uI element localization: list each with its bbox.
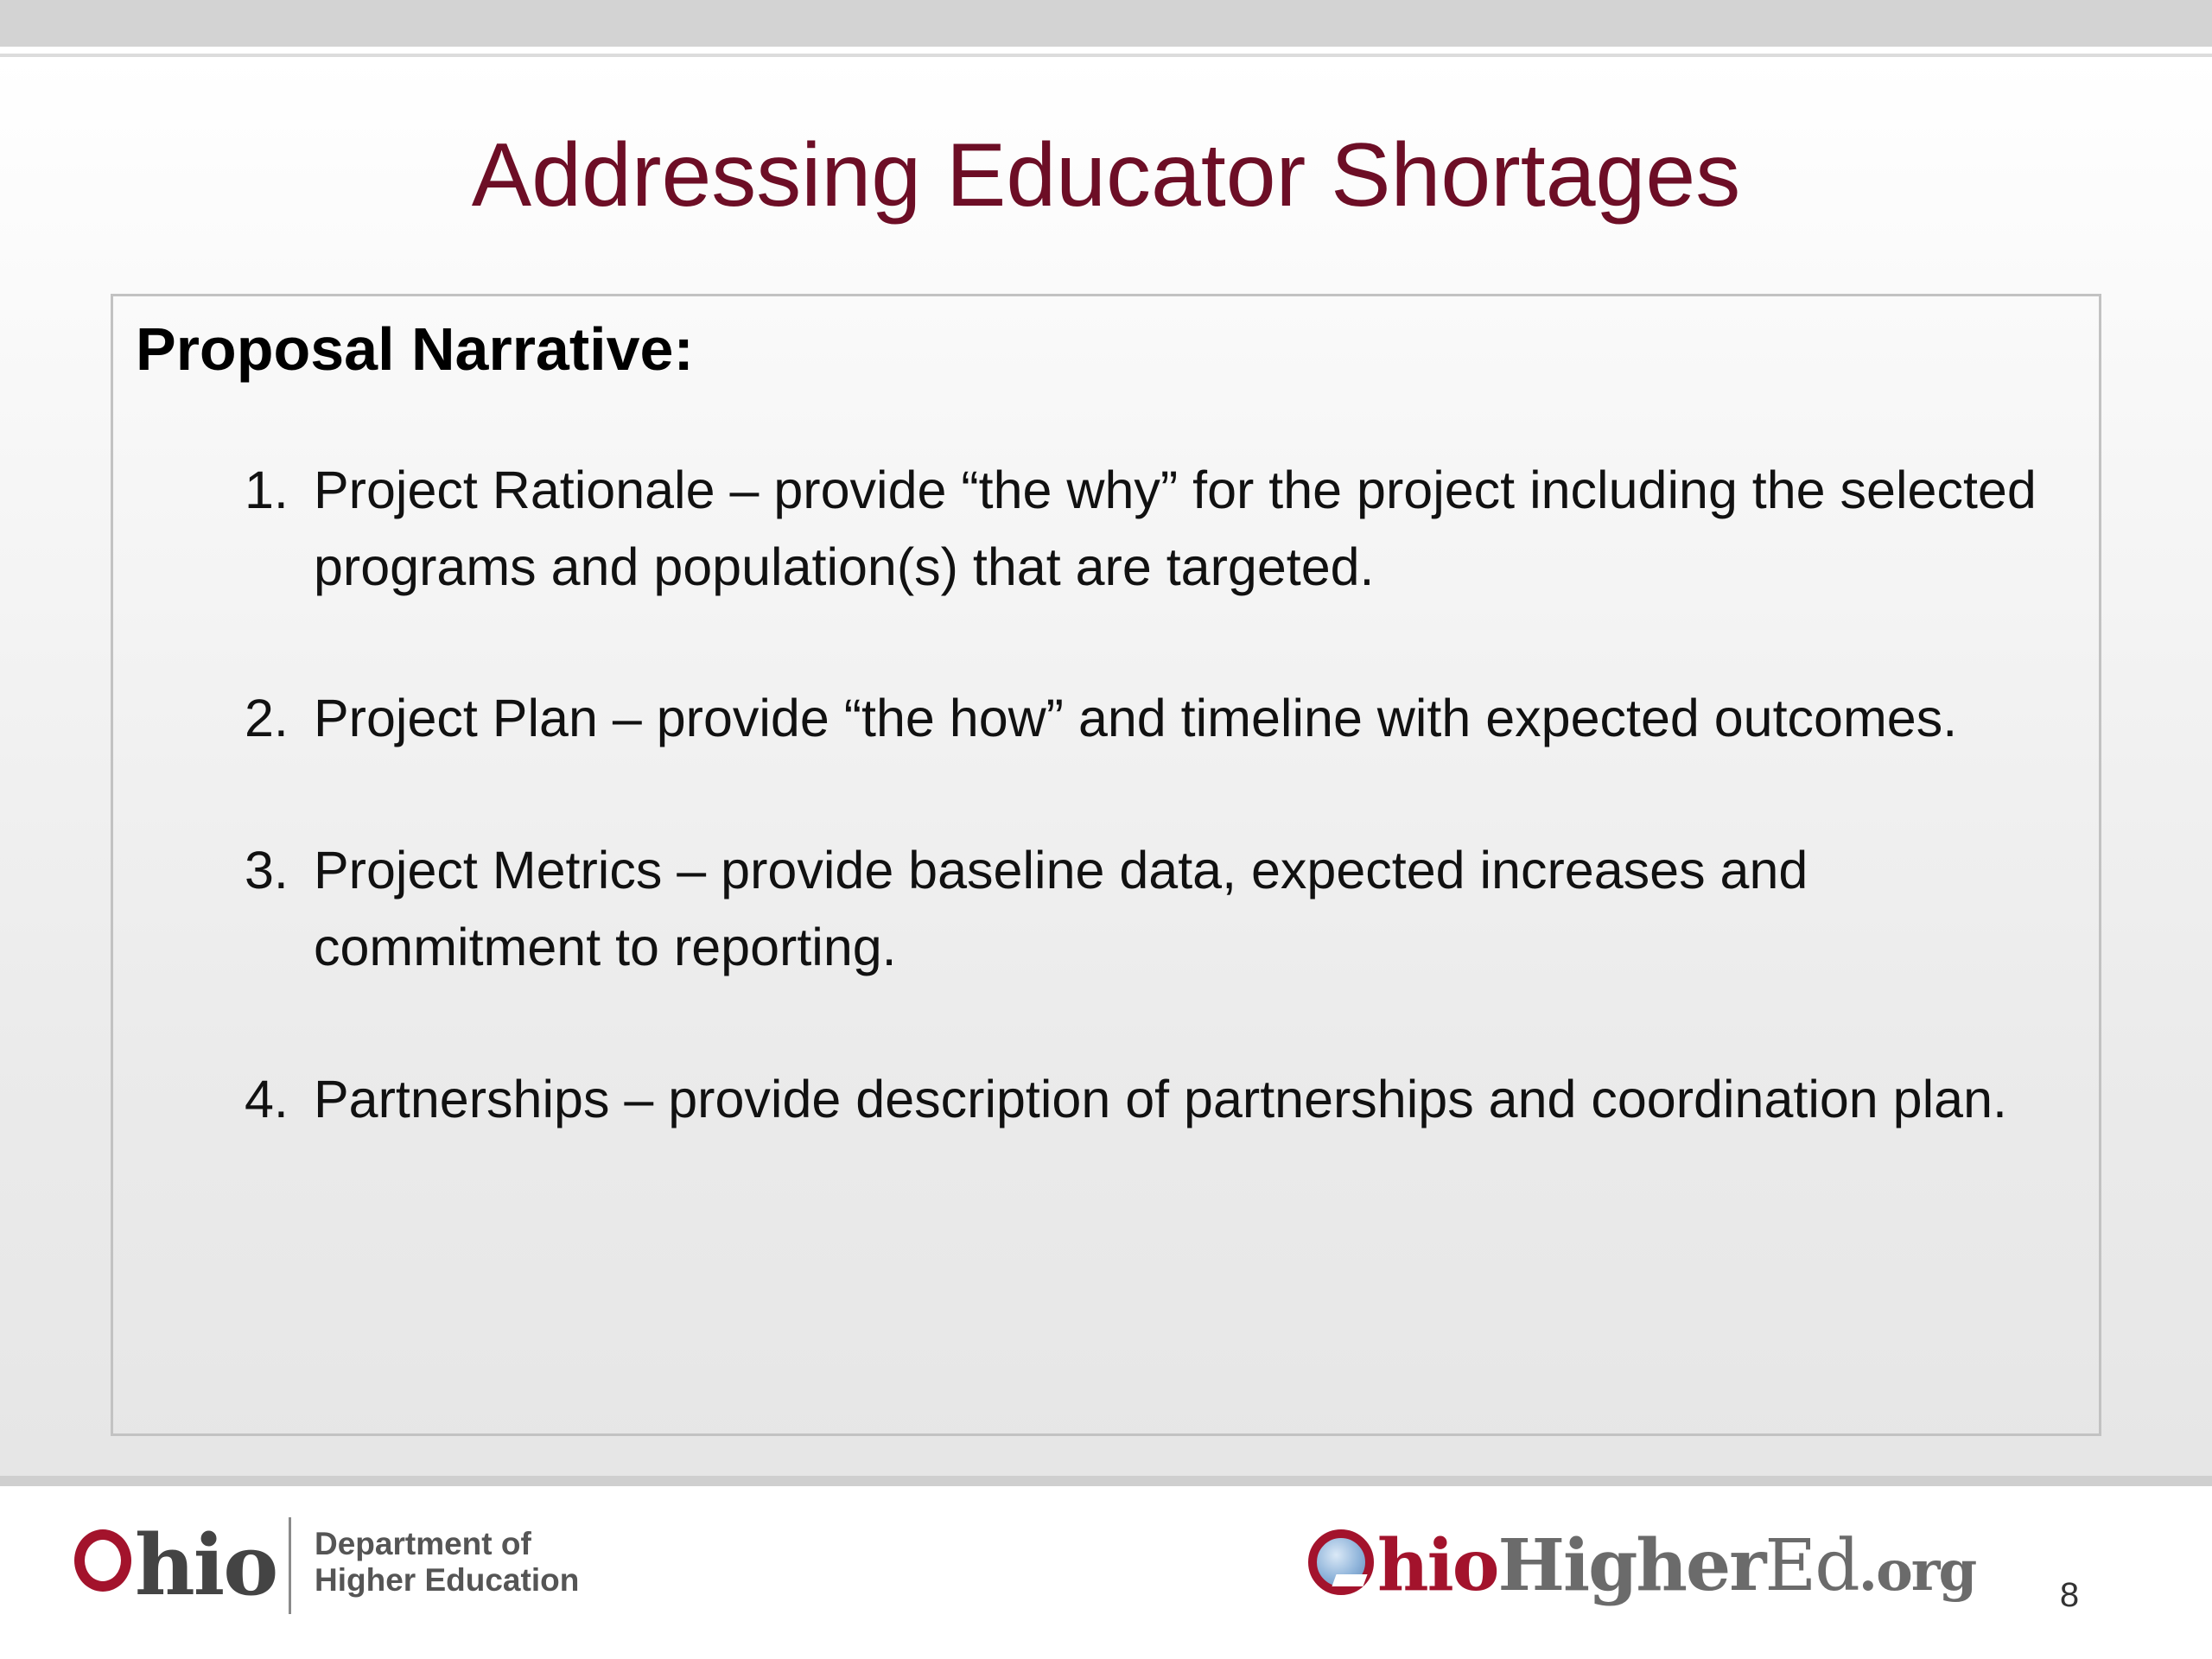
logo-text-higher: Higher [1497, 1524, 1765, 1607]
logo-text-hio: hio [1377, 1524, 1498, 1607]
page-number: 8 [2059, 1576, 2080, 1614]
content-box [111, 294, 2101, 1436]
ohio-logo-text: hio [135, 1516, 277, 1614]
top-strip [0, 0, 2212, 47]
list-item-number: 1. [245, 461, 289, 519]
logo-text-org: .org [1858, 1539, 1976, 1604]
list-item-number: 2. [245, 689, 289, 747]
ohiohighered-logo-text [1377, 1514, 1975, 1624]
globe-icon [1308, 1529, 1374, 1595]
department-line-2: Higher Education [315, 1562, 580, 1598]
box-heading: Proposal Narrative: [136, 315, 694, 383]
ohio-o-icon [74, 1529, 131, 1592]
logo-text-ed: Ed [1764, 1525, 1859, 1607]
logo-divider [289, 1517, 291, 1614]
list-item-text: Project Plan – provide “the how” and timeline with expected outcomes. [314, 689, 1958, 747]
list-item-number: 4. [245, 1070, 289, 1128]
list-item-text: Project Metrics – provide baseline data, expected increases and commitment to reporting. [314, 841, 1808, 976]
bottom-bar [0, 1476, 2212, 1486]
list-item-number: 3. [245, 841, 289, 899]
slide-title: Addressing Educator Shortages [471, 125, 1741, 226]
graduation-cap-icon [1332, 1574, 1367, 1586]
department-name [315, 1526, 579, 1599]
list-item-text: Project Rationale – provide “the why” for the project including the selected programs and population(s) that are targeted. [314, 461, 2037, 596]
department-line-1: Department of [315, 1526, 531, 1561]
list-item-text: Partnerships – provide description of partnerships and coordination plan. [314, 1070, 2007, 1128]
